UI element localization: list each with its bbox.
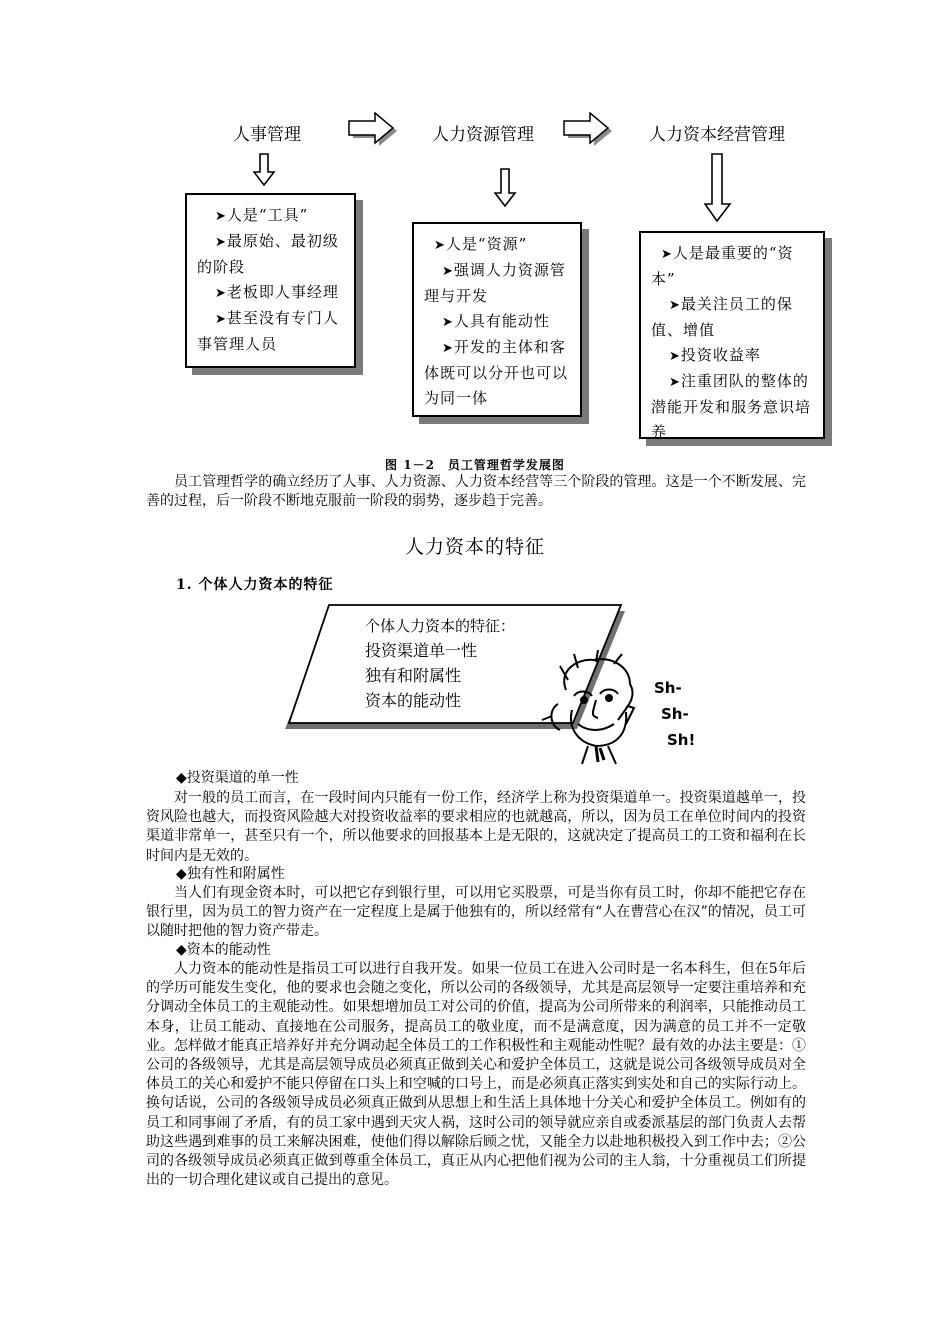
section-bullet: ◆投资渠道的单一性 xyxy=(176,770,299,786)
section-paragraph: 当人们有现金资本时，可以把它存到银行里，可以用它买股票，可是当你有员工时，你却不能把它存在银行里，因为员工的智力资产在一定程度上是属于他独有的，所以经常有“人在曹营心在汉”的情况，员工可以随时把他的智力资产带走。 xyxy=(146,885,806,940)
subsection-title: 1. 个体人力资本的特征 xyxy=(176,577,334,593)
feature-item: 投资渠道单一性 xyxy=(365,641,478,660)
section-bullet: ◆资本的能动性 xyxy=(176,942,271,958)
stage-3-title: 人力资本经营管理 xyxy=(649,125,785,145)
right-arrow-icon xyxy=(345,112,405,150)
point-item: ➤人具有能动性 xyxy=(442,312,550,330)
point-item: ➤人是“资源” xyxy=(434,235,528,253)
shushing-man-illustration xyxy=(538,650,653,765)
speech-text: Sh- xyxy=(654,679,682,697)
feature-item: 独有和附属性 xyxy=(365,666,462,685)
point-item: ➤最原始、最初级的阶段 xyxy=(197,232,339,276)
stage-2-box xyxy=(412,222,582,417)
stage-2-title: 人力资源管理 xyxy=(432,125,534,145)
figure-caption: 图 1－2 员工管理哲学发展图 xyxy=(385,458,565,472)
feature-item: 资本的能动性 xyxy=(365,691,462,710)
speech-text: Sh- xyxy=(661,705,689,723)
section-paragraph: 对一般的员工而言，在一段时间内只能有一份工作，经济学上称为投资渠道单一。投资渠道越单一，投资风险也越大，而投资风险越大对投资收益率的要求相应的也就越高，所以，因为员工在单位时间内的投资渠道非常单一，甚至只有一个，所以他要求的回报基本上是无限的，这就决定了提高员工的工资和福利在长时间内是无效的。 xyxy=(146,790,806,864)
point-item: ➤老板即人事经理 xyxy=(215,283,339,301)
section-paragraph: 人力资本的能动性是指员工可以进行自我开发。如果一位员工在进入公司时是一名本科生，但在5年后的学历可能发生变化，他的要求也会随之变化，所以公司的各级领导，尤其是高层领导一定要注重培养和充分调动全体员工的主观能动性。如果想增加员工对公司的价值，提高为公司所带来的利润率，只能推动员工本身，让员工能动、直接地在公司服务，提高员工的敬业度，而不是满意度，因为满意的员工并不一定敬业。怎样做才能真正培养好并充分调动起全体员工的工作积极性和主观能动性呢？最有效的办法主要是：①公司的各级领导，尤其是高层领导成员必须真正做到关心和爱护全体员工，这就是说公司各级领导成员对全体员工的关心和爱护不能只停留在口头上和空喊的口号上，而是必须真正落实到实处和自己的实际行动上。换句话说，公司的各级领导成员必须真正做到从思想上和生活上具体地十分关心和爱护全体员工。例如有的员工和同事闹了矛盾，有的员工家中遇到天灾人祸，这时公司的领导就应亲自或委派基层的部门负责人去帮助这些遇到难事的员工来解决困难，使他们得以解除后顾之忧，又能全力以赴地积极投入到工作中去；②公司的各级领导成员必须真正做到尊重全体员工，真正从内心把他们视为公司的主人翁，十分重视员工们所提出的一切合理化建议或自己提出的意见。 xyxy=(146,961,806,1189)
speech-text: Sh! xyxy=(667,731,696,749)
stage-3-box xyxy=(639,231,825,439)
point-item: ➤人是“工具” xyxy=(215,206,309,224)
point-item: ➤开发的主体和客体既可以分开也可以为同一体 xyxy=(424,338,569,407)
point-item: ➤强调人力资源管理与开发 xyxy=(424,261,566,305)
right-arrow-icon xyxy=(560,112,620,150)
down-arrow-icon xyxy=(253,152,277,188)
section-bullet: ◆独有性和附属性 xyxy=(176,866,285,882)
point-item: ➤注重团队的整体的潜能开发和服务意识培养 xyxy=(651,372,812,441)
point-item: ➤最关注员工的保值、增值 xyxy=(651,295,793,339)
intro-paragraph: 员工管理哲学的确立经历了人事、人力资源、人力资本经营等三个阶段的管理。这是一个不断发展、完善的过程，后一阶段不断地克服前一阶段的弱势，逐步趋于完善。 xyxy=(146,474,806,510)
stage-1-box xyxy=(185,193,356,368)
down-arrow-icon xyxy=(704,152,732,224)
point-item: ➤投资收益率 xyxy=(669,346,761,364)
feature-heading: 个体人力资本的特征： xyxy=(365,617,516,635)
point-item: ➤人是最重要的“资本” xyxy=(651,244,794,288)
down-arrow-icon xyxy=(494,167,518,209)
point-item: ➤甚至没有专门人事管理人员 xyxy=(197,309,339,353)
section-title: 人力资本的特征 xyxy=(404,536,545,558)
stage-1-title: 人事管理 xyxy=(233,125,301,145)
